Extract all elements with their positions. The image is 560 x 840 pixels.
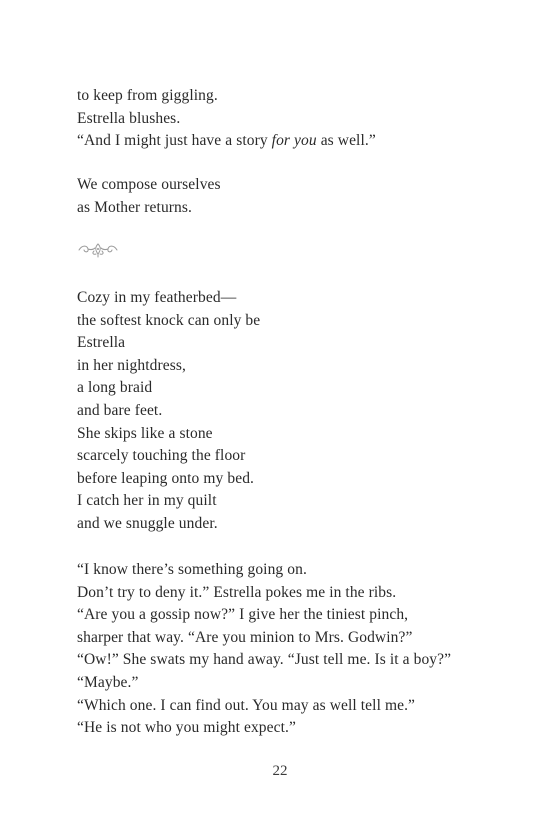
text-line: Don’t try to deny it.” Estrella pokes me in the ribs. [77, 583, 397, 601]
text-line [77, 130, 517, 153]
text-line: before leaping onto my bed. [77, 469, 255, 487]
text-line: sharper that way. “Are you minion to Mrs. Godwin?” [77, 628, 413, 646]
text-line: “I know there’s something going on. [77, 561, 307, 578]
text-line: and we snuggle under. [77, 514, 218, 532]
text-line: a long braid [77, 379, 153, 397]
text-line: Cozy in my featherbed— [77, 289, 237, 306]
text-line: scarcely touching the floor [77, 447, 246, 465]
text-segment: as well.” [316, 132, 376, 150]
text-line: and bare feet. [77, 401, 163, 419]
text-line: Estrella [77, 334, 126, 352]
text-line: “Maybe.” [77, 673, 139, 691]
stanza-4 [77, 559, 517, 740]
text-line: We compose ourselves [77, 176, 221, 193]
stanza-1 [77, 85, 517, 153]
text-line: “Which one. I can find out. You may as well tell me.” [77, 696, 416, 714]
text-line: to keep from giggling. [77, 87, 218, 104]
text-line: She skips like a stone [77, 424, 213, 442]
page-number: 22 [272, 763, 288, 779]
text-line: Estrella blushes. [77, 109, 181, 127]
text-line: I catch her in my quilt [77, 492, 217, 510]
text-line: “Ow!” She swats my hand away. “Just tell me. Is it a boy?” [77, 651, 452, 669]
text-line: in her nightdress, [77, 356, 186, 374]
stanza-2 [77, 174, 517, 219]
text-line: “He is not who you might expect.” [77, 719, 296, 737]
text-line: the softest knock can only be [77, 311, 261, 329]
text-line: “Are you a gossip now?” I give her the tiniest pinch, [77, 606, 409, 624]
italic-text: for you [271, 132, 317, 150]
stanza-3 [77, 287, 517, 536]
floral-ornament-icon [76, 240, 120, 258]
text-segment: “And I might just have a story [77, 132, 272, 150]
text-line: as Mother returns. [77, 198, 193, 216]
